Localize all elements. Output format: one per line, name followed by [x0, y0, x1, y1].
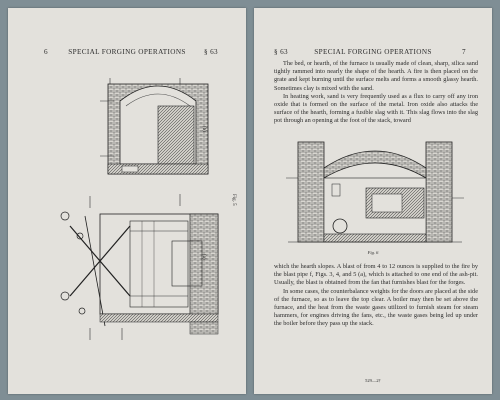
sublabel-b: (b) — [201, 126, 206, 132]
right-figure-label: Fig. 6 — [367, 250, 379, 255]
left-running-head — [8, 48, 246, 60]
sublabel-a: (a) — [201, 254, 206, 260]
text-block-top — [274, 60, 478, 126]
left-section-number: § 63 — [204, 48, 218, 56]
signature-mark: 529—2† — [365, 378, 381, 383]
left-figure-label: Fig. 5 — [231, 194, 236, 206]
text-block-bottom — [274, 263, 478, 329]
right-running-title: SPECIAL FORGING OPERATIONS — [314, 48, 432, 56]
furnace-section-drawing — [276, 138, 472, 258]
right-section-number: § 63 — [274, 48, 288, 56]
paragraph: In some cases, the counterbalance weights for the doors are placed at the side of the furnace, so as to leave the top clear. A boiler may then be set above the furnace, and the heat from the waste gases utilized to furnish steam for steam hammers, for engines driving the fans, etc., the waste gases being led up under the boiler before they pass up the stack. — [274, 287, 478, 328]
right-page — [254, 8, 492, 394]
left-running-title: SPECIAL FORGING OPERATIONS — [68, 48, 186, 56]
paragraph: The bed, or hearth, of the furnace is usually made of clean, sharp, silica sand tightly rammed into nearly the shape of the hearth. A fire is then placed on the grate and kept burning until the surface melts and forms a smooth glassy hearth. Sometimes clay is mixed with the sand. — [274, 60, 478, 92]
right-running-head — [254, 48, 492, 60]
paragraph: In heating work, sand is very frequently used as a flux to carry off any iron oxide that is formed on the surface of the metal. Iron oxide also attacks the surface of the hearth, forming a fusible slag with it. This slag flows into the slag pot through an opening at the foot of the stack, toward — [274, 92, 478, 125]
left-page — [8, 8, 246, 394]
section-view-b — [100, 78, 208, 174]
plan-view-a — [61, 194, 218, 340]
right-page-number: 7 — [462, 48, 466, 56]
paragraph: which the hearth slopes. A blast of from 4 to 12 ounces is supplied to the fire by the blast pipe f, Figs. 3, 4, and 5 (a), which is attached to one end of the ash-pit. Usually, the blast is obtained from the fan that furnishes blast for the forges. — [274, 263, 478, 287]
left-page-number: 6 — [44, 48, 48, 56]
furnace-drawing-left — [30, 66, 230, 356]
